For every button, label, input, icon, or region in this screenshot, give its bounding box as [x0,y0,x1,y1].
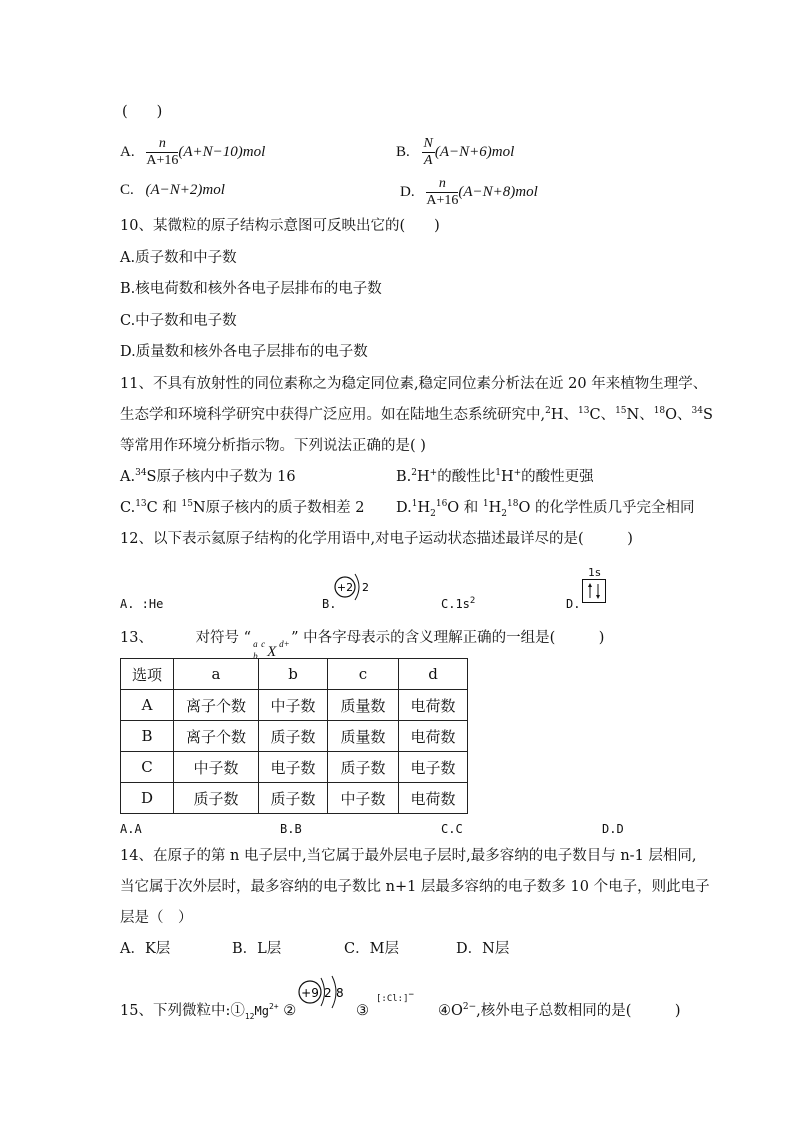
q12-c-text: C.1s [441,597,470,611]
table-cell: 电子数 [259,752,328,783]
q13-stem-post: ” 中各字母表示的含义理解正确的一组是( ) [291,630,605,646]
q13-stem: 13、 对符号 “ b a c X d+ ” 中各字母表示的含义理解正确的一组是( ) [120,630,605,661]
chloride-ion-formula [376,990,414,1004]
q9-a-numerator: n [146,136,178,153]
q9-b-numerator: N [423,136,433,151]
mg-symbol: Mg [254,1004,269,1018]
table-cell: 电荷数 [399,783,468,814]
q14-option-a: A．K层 [120,941,171,957]
table-cell: 质量数 [328,690,399,721]
q15-marker-3: ③ [356,1003,369,1019]
q11-line2-text: 生态学和环境科学研究中获得广泛应用。如在陆地生态系统研究中, [120,407,546,423]
q9-d-tail: (A−N+8)mol [458,183,538,200]
q15-stem-post [438,1001,681,1021]
q15-post-text: ,核外电子总数相同的是( ) [476,1003,681,1019]
q9-a-denominator: A+16 [146,153,179,168]
table-header-cell: d [399,659,468,690]
table-cell: 中子数 [174,752,259,783]
q9-paren: ( ) [122,104,163,120]
q9-a-label: A. [120,143,135,160]
orbital-label: 1s [588,566,602,579]
cl-sup: − [408,990,414,1000]
table-header-cell: a [174,659,259,690]
table-cell: 离子个数 [174,690,259,721]
q11-c-sup: 13 [135,499,147,510]
q11-d-h: H [488,500,502,516]
table-header-cell: b [259,659,328,690]
q13-answer-a: A.A [120,822,142,836]
q9-d-fraction [426,176,458,209]
q11-b-sup: + [429,468,438,479]
q11-line2 [120,405,713,425]
q11-d-h: H [417,500,431,516]
q13-table [120,658,468,814]
q9-d-denominator: A+16 [426,193,459,208]
q10-option-b: B.核电荷数和核外各电子层排布的电子数 [120,281,382,297]
table-cell: 质量数 [328,721,399,752]
q11-d-mid: O 和 [447,500,479,516]
table-cell: 电荷数 [399,721,468,752]
q11-b-h: H [417,469,430,485]
table-header-row [121,659,468,690]
q11-b-sup: 1 [495,468,501,479]
q9-b-fraction [422,136,435,169]
isotope-sup: 15 [615,406,627,417]
q13-answer-c: C.C [441,822,463,836]
nucleus-charge: +2 [336,581,354,594]
q11-a-label: A. [120,469,136,485]
q11-d-sup: 1 [482,499,489,510]
table-cell: A [121,690,174,721]
q14-line1: 14、在原子的第 n 电子层中,当它属于最外层电子层时,最多容纳的电子数目与 n-1 层相同, [120,848,697,864]
electron-shell-arc [355,574,359,600]
q12-c-sup: 2 [469,596,476,606]
q11-d-label: D. [396,500,412,516]
q10-option-d: D.质量数和核外各电子层排布的电子数 [120,344,368,360]
q12-stem: 12、以下表示氦原子结构的化学用语中,对电子运动状态描述最详尽的是( ) [120,531,633,547]
orbital-box [582,579,606,603]
q13-answer-b: B.B [280,822,302,836]
q11-c-sup: 15 [181,499,193,510]
q11-b-sup: 2 [411,468,417,479]
table-cell: 电子数 [399,752,468,783]
q12-option-c [441,594,475,614]
q9-option-c [120,180,225,200]
q11-a-text: S原子核内中子数为 16 [146,469,296,485]
table-cell: 离子个数 [174,721,259,752]
q11-d-sup: 16 [435,499,448,510]
spin-arrows-icon [583,580,605,602]
helium-atom-diagram [333,570,377,610]
q11-option-d [396,498,694,518]
table-cell: 质子数 [174,783,259,814]
q10-option-a: A.质子数和中子数 [120,250,237,266]
isotope-o: O、 [665,407,692,423]
q9-option-a [120,136,265,169]
q11-option-a [120,467,296,487]
q15-marker-4: ④O [438,1003,463,1019]
q11-c-mid: C 和 [146,500,177,516]
q12-option-d-label: D. [566,597,581,611]
q11-b-end: 的酸性更强 [521,469,594,485]
table-row [121,690,468,721]
q14-line2: 当它属于次外层时，最多容纳的电子数比 n+1 层最多容纳的电子数多 10 个电子，则此电子 [120,879,710,895]
q14-option-b: B．L层 [232,941,282,957]
table-cell: D [121,783,174,814]
q9-d-label: D. [400,183,415,200]
table-cell: C [121,752,174,783]
table-header-cell: 选项 [121,659,174,690]
q11-b-h: H [500,469,514,485]
q11-c-end: N原子核内的质子数相差 2 [192,500,365,516]
table-header-cell: c [328,659,399,690]
sym-x: X [267,644,277,660]
isotope-c: C、 [589,407,616,423]
q11-d-sub: 2 [501,508,508,519]
q9-b-label: B. [396,143,410,160]
q9-b-denominator: A [423,153,433,168]
q9-option-b [396,136,514,169]
orbital-box-diagram [580,566,608,604]
isotope-sup: 34 [691,406,703,417]
q10-stem: 10、某微粒的原子结构示意图可反映出它的( ) [120,218,440,234]
isotope-s: S [703,407,713,423]
q9-c-text: (A−N+2)mol [145,182,225,198]
table-row [121,752,468,783]
isotope-h: H、 [550,407,578,423]
q12-option-a: A. :He [120,597,164,611]
q9-a-tail: (A+N−10)mol [178,143,266,160]
q11-option-b [396,467,594,487]
q15-stem-pre [120,1001,296,1021]
q13-answer-d: D.D [602,822,624,836]
isotope-sup: 18 [653,406,666,417]
shell-electron-count: 2 [362,581,369,594]
q11-line3: 等常用作环境分析指示物。下列说法正确的是( ) [120,438,426,454]
q9-c-label: C. [120,182,134,198]
q11-c-label: C. [120,500,136,516]
shell-electron-count: 2 [324,986,332,1000]
table-cell: 质子数 [328,752,399,783]
q14-option-c: C．M层 [344,941,399,957]
q11-b-label: B. [396,469,412,485]
table-cell: 电荷数 [399,690,468,721]
q11-b-sup: + [513,468,522,479]
q11-d-end: O 的化学性质几乎完全相同 [518,500,695,516]
table-cell: B [121,721,174,752]
table-row [121,783,468,814]
q11-d-sup: 18 [507,499,519,510]
q13-number: 13、 [120,630,153,646]
q13-stem-pre: 对符号 “ [195,630,252,646]
q15-pre-text: 15、下列微粒中:① [120,1003,245,1019]
q11-d-sub: 2 [430,508,436,519]
q9-d-numerator: n [426,176,458,193]
table-row [121,721,468,752]
q14-option-d: D．N层 [456,941,510,957]
nucleus-charge: +9 [301,986,319,1000]
table-cell: 中子数 [259,690,328,721]
q11-b-text: 的酸性比 [437,469,496,485]
table-cell: 质子数 [259,783,328,814]
o-sup: 2− [462,1002,477,1013]
q9-b-tail: (A−N+6)mol [434,143,515,160]
q9-option-d [400,176,538,209]
q11-d-sup: 1 [411,499,418,510]
cl-symbol: [:Cl:] [376,994,409,1004]
q11-a-sup: 34 [135,468,147,479]
fluoride-ion-diagram [296,972,356,1016]
q11-option-c [120,498,364,518]
table-cell: 中子数 [328,783,399,814]
q12-option-b-label: B. [322,597,337,611]
q11-line1: 11、不具有放射性的同位素称之为稳定同位素,稳定同位素分析法在近 20 年来植物生理学、 [120,376,708,392]
q15-marker-2: ② [283,1003,297,1019]
isotope-n: N、 [626,407,654,423]
mg-sup: 2+ [268,1002,279,1012]
shell-electron-count: 8 [336,986,344,1000]
isotope-sup: 13 [578,406,590,417]
q14-line3: 层是（ ） [120,910,193,926]
q10-option-c: C.中子数和电子数 [120,313,237,329]
mg-sub: 12 [244,1011,255,1021]
isotope-sup: 2 [545,406,551,417]
table-cell: 质子数 [259,721,328,752]
q9-a-fraction [146,136,178,169]
